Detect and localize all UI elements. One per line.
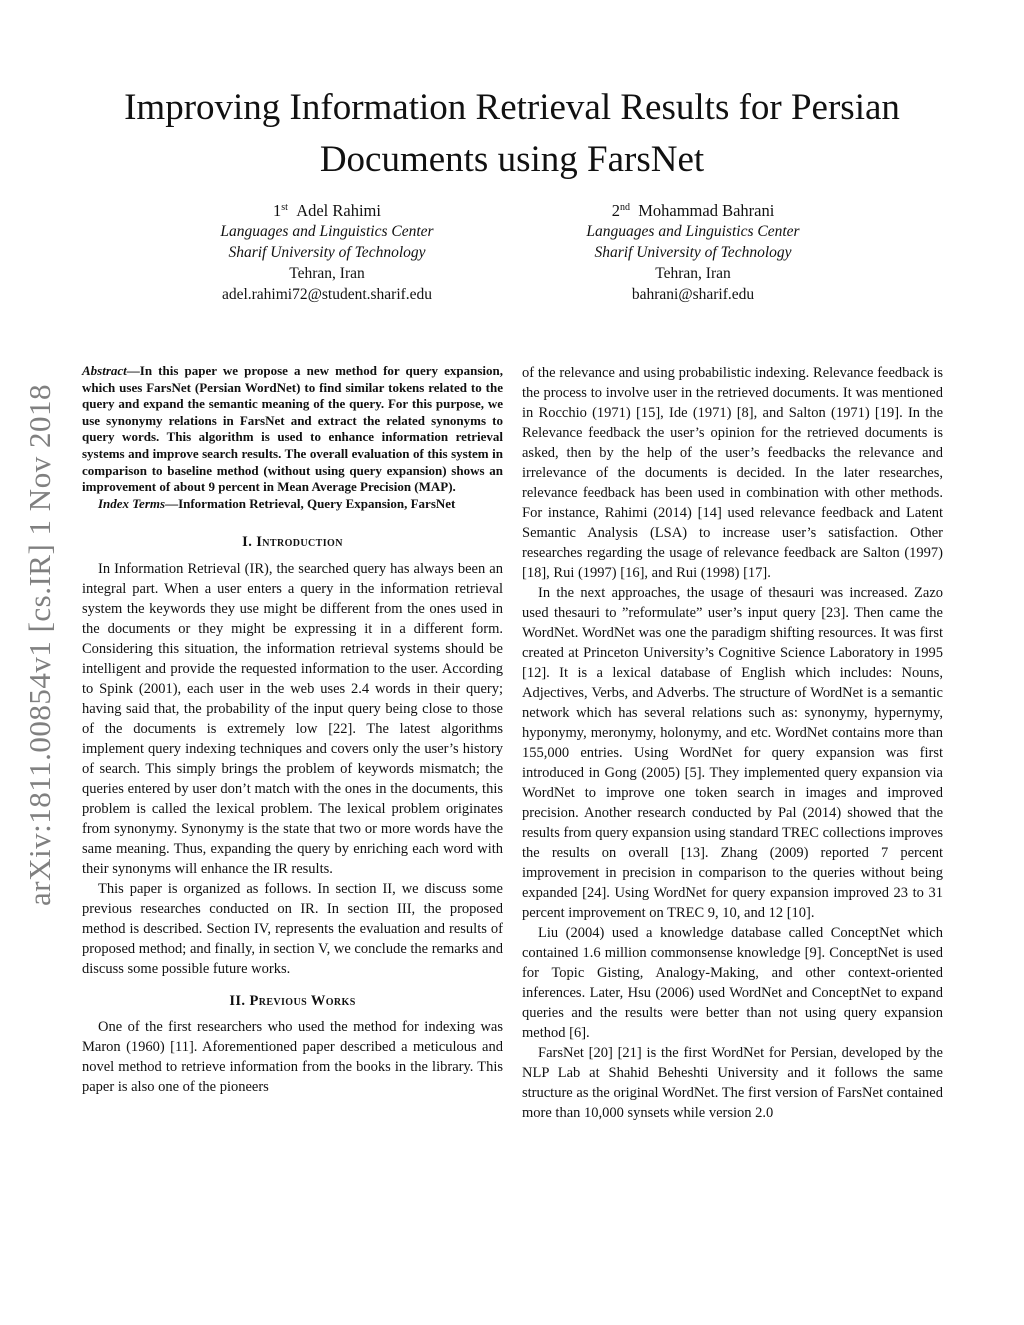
author-ordinal: 1 <box>273 201 282 220</box>
author-ordinal-suffix: nd <box>619 202 630 213</box>
author-department: Languages and Linguistics Center <box>586 223 800 240</box>
index-terms-text: —Information Retrieval, Query Expansion, FarsNet <box>165 495 456 511</box>
author-department: Languages and Linguistics Center <box>220 223 434 240</box>
previous-works-paragraph: FarsNet [20] [21] is the first WordNet for Persian, developed by the NLP Lab at Shahid Beheshti University and it follows the same structure as the original WordNet. The first version of FarsNet contained more than 10,000 synsets while version 2.0 <box>522 1045 943 1121</box>
abstract-text: —In this paper we propose a new method for query expansion, which uses FarsNet (Persian WordNet) to find similar tokens related to the query and expand the semantic meaning of the query. For this purpose, we use synonymy relations in FarsNet and extract the related synonyms to query words. This algorithm is used to enhance information retrieval systems and improve search results. The overall evaluation of this system in comparison to baseline method (without using query expansion) shows an improvement of about 9 percent in Mean Average Precision (MAP). <box>82 363 503 495</box>
right-column <box>522 363 943 1123</box>
author-organization: Sharif University of Technology <box>228 244 426 261</box>
author-name-line <box>528 200 858 221</box>
author-ordinal-suffix: st <box>281 202 288 213</box>
section-heading-introduction: I. Introduction <box>242 534 343 551</box>
author-email: adel.rahimi72@student.sharif.edu <box>221 286 433 303</box>
index-terms-label: Index Terms <box>98 495 166 511</box>
author-name-line <box>162 200 492 221</box>
previous-works-paragraph: One of the first researchers who used the method for indexing was Maron (1960) [11]. Aforementioned paper described a meticulous and novel method to retrieve information from the books in the library. This paper is also one of the pioneers <box>82 1019 503 1096</box>
section-heading-previous-works: II. Previous Works <box>229 993 356 1010</box>
author-city: Tehran, Iran <box>655 265 731 282</box>
author-name: Mohammad Bahrani <box>638 201 775 220</box>
author-email: bahrani@sharif.edu <box>631 286 755 303</box>
introduction-paragraph: In Information Retrieval (IR), the searched query has always been an integral part. When a user enters a query in the information retrieval system the keywords they use might be different from the ones used in the documents or they might be expressing it in a different form. Considering this situation, the information retrieval systems should be intelligent and provide the requested information to the user. According to Spink (2001), each user in the web uses 2.4 words in their query; having said that, the probability of the input query being close to those of the documents is extremely low [22]. The latest algorithms implement query indexing techniques and covers only the user’s history of search. This simply brings the problem of keywords mismatch; the queries entered by user don’t match with the ones in the documents, this problem is called the lexical problem. The lexical problem originates from synonymy. Synonymy is the state that two or more words have the same meaning. Thus, expanding the query by enriching each word with their synonyms will enhance the IR results. <box>82 561 503 878</box>
left-column <box>82 363 503 1097</box>
paper-title: Improving Information Retrieval Results for Persian Documents using FarsNet <box>124 87 900 180</box>
author-name: Adel Rahimi <box>296 201 381 220</box>
abstract-label: Abstract <box>82 363 127 378</box>
author-block-2 <box>528 200 858 305</box>
previous-works-paragraph: In the next approaches, the usage of thesauri was increased. Zazo used thesauri to ”reformulate” user’s input query [23]. Then came the WordNet. WordNet was one the paradigm shifting resources. It was first created at Princeton University’s Cognitive Science Laboratory in 1995 [12]. It is a lexical database of English which includes: Nouns, Adjectives, Verbs, and Adverbs. The structure of WordNet is a semantic network which has several relations such as: synonymy, hypernymy, hyponymy, meronymy, holonymy, and etc. WordNet contains more than 155,000 entries. Using WordNet for query expansion was first introduced in Gong (2005) [5]. They implemented query expansion via WordNet to improve one token search in images and improved precision. Another research conducted by Pal (2014) showed that the results from query expansion using standard TREC collections improves the results on overall [13]. Zhang (2009) reported 7 percent improvement in precision in comparison to the queries without being expanded [24]. Using WordNet for query expansion improved 23 to 31 percent improvement on TREC 9, 10, and 12 [10]. <box>522 585 943 921</box>
author-block-1 <box>162 200 492 305</box>
arxiv-identifier: arXiv:1811.00854v1 [cs.IR] 1 Nov 2018 <box>22 384 57 906</box>
index-terms <box>82 496 503 513</box>
previous-works-paragraph-continued: of the relevance and using probabilistic indexing. Relevance feedback is the process to involve user in the retrieved documents. It was mentioned in Rocchio (1971) [15], Ide (1971) [8], and Salton (1971) [19]. In the Relevance feedback the user’s opinion for the retrieved documents is asked, then by the help of the user’s feedbacks the relevance and irrelevance of the documents is decided. In the later researches, relevance feedback has been used in combination with other methods. For instance, Rahimi (2014) [14] used relevance feedback and Latent Semantic Analysis (LSA) to increase user’s satisfaction. Other researches regarding the usage of relevance feedback are Salton (1997) [18], Rui (1997) [16], and Rui (1998) [17]. <box>522 365 943 581</box>
abstract <box>82 363 503 496</box>
previous-works-paragraph: Liu (2004) used a knowledge database called ConceptNet which contained 1.6 million commonsense knowledge [9]. ConceptNet is used for Topic Gisting, Analogy-Making, and other context-oriented inferences. Later, Hsu (2006) used WordNet and ConceptNet to expand queries and the results were better than not using query expansion method [6]. <box>522 925 943 1041</box>
author-ordinal: 2 <box>611 201 620 220</box>
author-organization: Sharif University of Technology <box>594 244 792 261</box>
introduction-paragraph: This paper is organized as follows. In section II, we discuss some previous researches conducted on IR. In section III, the proposed method is described. Section IV, represents the evaluation and results of proposed method; and finally, in section V, we conclude the remarks and discuss some possible future works. <box>82 881 503 978</box>
author-city: Tehran, Iran <box>289 265 365 282</box>
